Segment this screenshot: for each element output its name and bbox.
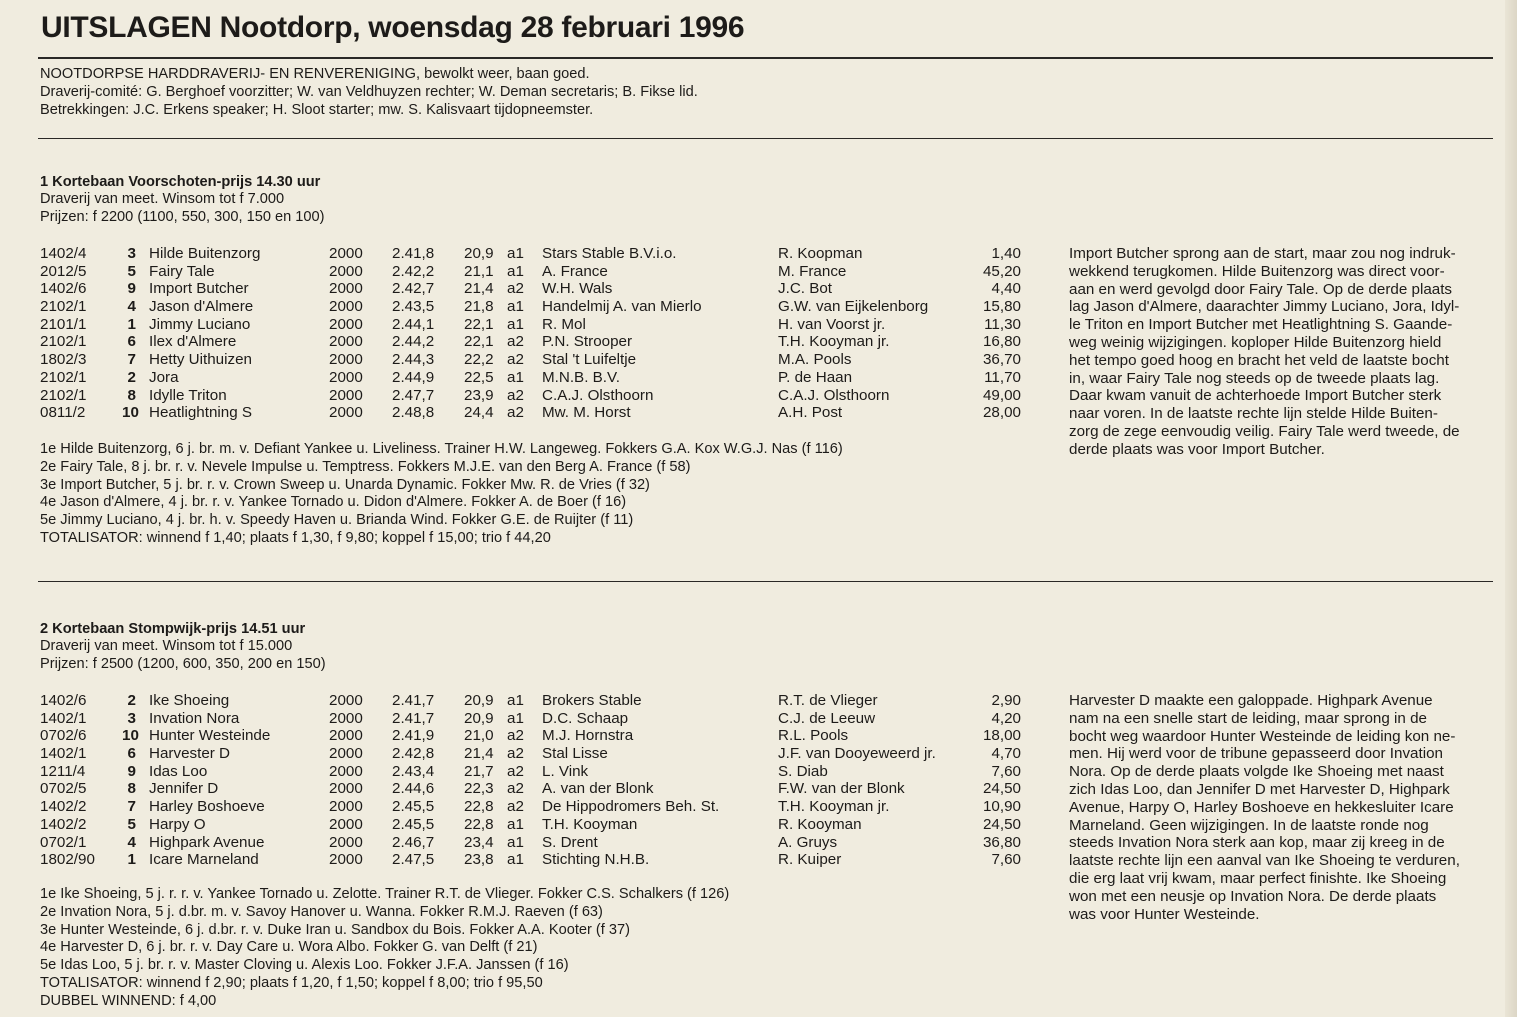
header-line-club: NOOTDORPSE HARDDRAVERIJ- EN RENVERENIGING, bewolkt weer, baan goed. <box>40 66 590 82</box>
category: a1 <box>507 833 524 851</box>
odds: 16,80 <box>982 333 1021 351</box>
placing-note: 2e Invation Nora, 5 j. d.br. m. v. Savoy Hanover u. Wanna. Fokker R.M.J. Raeven (f 63) <box>40 903 603 920</box>
result-row <box>40 798 1030 816</box>
start-number: 2 <box>127 692 136 709</box>
category: a1 <box>507 692 524 709</box>
owner: T.H. Kooyman <box>542 815 638 833</box>
finish-time: 2.42,7 <box>392 280 435 298</box>
horse-name: Idylle Triton <box>149 386 227 404</box>
commentary-line: nam na een snelle start de leiding, maar sprong in de <box>1069 709 1427 727</box>
finish-time: 2.42,2 <box>392 262 435 280</box>
km-time: 23,8 <box>464 851 494 869</box>
result-row <box>40 763 1030 781</box>
owner: Stal 't Luifeltje <box>542 351 637 369</box>
owner: Stars Stable B.V.i.o. <box>542 245 677 262</box>
commentary-line: zich Idas Loo, dan Jennifer D met Harvester D, Highpark <box>1069 780 1450 798</box>
horse-name: Idas Loo <box>149 762 208 780</box>
finish-time: 2.46,7 <box>392 833 435 851</box>
start-number: 3 <box>127 245 136 262</box>
start-number: 5 <box>127 262 136 280</box>
km-time: 21,4 <box>464 280 494 298</box>
start-code: 1402/1 <box>40 745 87 763</box>
odds: 7,60 <box>991 851 1021 869</box>
odds: 4,20 <box>991 709 1021 727</box>
odds: 15,80 <box>982 298 1021 316</box>
driver: R.T. de Vlieger <box>778 692 878 709</box>
driver: M. France <box>778 262 847 280</box>
start-number: 8 <box>127 386 136 404</box>
start-code: 0811/2 <box>40 404 86 422</box>
horse-name: Jimmy Luciano <box>149 315 251 333</box>
distance: 2000 <box>329 262 363 280</box>
km-time: 21,8 <box>464 298 494 316</box>
category: a1 <box>507 262 524 280</box>
distance: 2000 <box>329 298 363 316</box>
finish-time: 2.45,5 <box>392 815 435 833</box>
race-info <box>40 638 326 674</box>
km-time: 22,5 <box>464 368 494 386</box>
start-number: 7 <box>127 798 136 816</box>
start-code: 0702/5 <box>40 780 87 798</box>
result-row <box>40 404 1030 422</box>
commentary-line: wekkend terugkomen. Hilde Buitenzorg was direct voor- <box>1069 262 1445 280</box>
km-time: 21,4 <box>464 745 494 763</box>
title-rule <box>38 57 1493 59</box>
result-row <box>40 333 1030 351</box>
owner: Handelmij A. van Mierlo <box>542 298 702 316</box>
start-code: 1402/4 <box>40 245 87 262</box>
category: a2 <box>507 404 524 422</box>
placing-note: 4e Harvester D, 6 j. br. r. v. Day Care u. Wora Albo. Fokker G. van Delft (f 21) <box>40 939 538 956</box>
km-time: 20,9 <box>464 709 494 727</box>
distance: 2000 <box>329 368 363 386</box>
km-time: 21,7 <box>464 762 494 780</box>
odds: 4,70 <box>991 745 1021 763</box>
distance: 2000 <box>329 851 363 869</box>
horse-name: Heatlightning S <box>149 404 253 422</box>
distance: 2000 <box>329 709 363 727</box>
distance: 2000 <box>329 333 363 351</box>
result-row <box>40 263 1030 281</box>
horse-name: Import Butcher <box>149 280 249 298</box>
result-row <box>40 851 1030 869</box>
odds: 28,00 <box>982 404 1021 422</box>
commentary-line: le Triton en Import Butcher met Heatlightning S. Gaande- <box>1069 316 1453 334</box>
result-row <box>40 745 1030 763</box>
commentary-line: steeds Invation Nora sterk aan kop, maar zij kreeg in de <box>1069 834 1445 852</box>
category: a2 <box>507 386 524 404</box>
race-conditions: Draverij van meet. Winsom tot f 7.000 <box>40 191 285 207</box>
odds: 1,40 <box>991 245 1021 262</box>
race-divider <box>38 581 1493 582</box>
km-time: 22,2 <box>464 351 494 369</box>
placing-note: 1e Hilde Buitenzorg, 6 j. br. m. v. Defiant Yankee u. Liveliness. Trainer H.W. Langeweg. Fokkers G.A. Kox W.G.J. Nas (f 116) <box>40 441 843 457</box>
commentary-line: weg weinig wijzigingen. koploper Hilde Buitenzorg hield <box>1069 333 1442 351</box>
commentary-line: Daar kwam vanuit de achterhoede Import Butcher sterk <box>1069 387 1442 405</box>
commentary-line: Avenue, Harpy O, Harley Boshoeve en hekkesluiter Icare <box>1069 798 1454 816</box>
placing-note: 2e Fairy Tale, 8 j. br. r. v. Nevele Impulse u. Temptress. Fokkers M.J.E. van den Berg A. France (f 58) <box>40 458 691 475</box>
distance: 2000 <box>329 815 363 833</box>
finish-time: 2.41,8 <box>392 245 435 262</box>
result-row <box>40 834 1030 852</box>
horse-name: Invation Nora <box>149 709 240 727</box>
owner: S. Drent <box>542 833 598 851</box>
placing-note: 3e Import Butcher, 5 j. br. r. v. Crown Sweep u. Unarda Dynamic. Fokker Mw. R. de Vries (f 32) <box>40 476 650 493</box>
commentary-line: lag Jason d'Almere, daarachter Jimmy Luciano, Jora, Idyl- <box>1069 298 1460 316</box>
distance: 2000 <box>329 780 363 798</box>
odds: 45,20 <box>982 262 1021 280</box>
finish-time: 2.48,8 <box>392 404 435 422</box>
result-row <box>40 245 1030 263</box>
result-row <box>40 692 1030 710</box>
placing-note: 1e Ike Shoeing, 5 j. r. r. v. Yankee Tornado u. Zelotte. Trainer R.T. de Vlieger. Fokker C.S. Schalkers (f 126) <box>40 886 730 902</box>
odds: 18,00 <box>982 727 1021 745</box>
start-number: 10 <box>122 727 139 745</box>
start-code: 2102/1 <box>40 386 87 404</box>
owner: W.H. Wals <box>542 280 613 298</box>
driver: P. de Haan <box>778 368 853 386</box>
driver: H. van Voorst jr. <box>778 315 886 333</box>
race-prizes: Prijzen: f 2500 (1200, 600, 350, 200 en 150) <box>40 655 326 672</box>
start-code: 2102/1 <box>40 333 87 351</box>
finish-time: 2.44,9 <box>392 368 435 386</box>
driver: C.A.J. Olsthoorn <box>778 386 890 404</box>
start-code: 2102/1 <box>40 368 87 386</box>
distance: 2000 <box>329 727 363 745</box>
placing-note: DUBBEL WINNEND: f 4,00 <box>40 992 217 1009</box>
result-row <box>40 298 1030 316</box>
distance: 2000 <box>329 833 363 851</box>
category: a2 <box>507 780 524 798</box>
race-commentary <box>1069 245 1493 459</box>
km-time: 20,9 <box>464 245 494 262</box>
owner: De Hippodromers Beh. St. <box>542 798 720 816</box>
commentary-line: het tempo goed hoog en bracht het veld de laatste bocht <box>1069 351 1449 369</box>
start-number: 6 <box>127 333 136 351</box>
horse-name: Harpy O <box>149 815 206 833</box>
start-number: 6 <box>127 745 136 763</box>
finish-time: 2.44,1 <box>392 315 435 333</box>
owner: Mw. M. Horst <box>542 404 631 422</box>
commentary-line: men. Hij werd voor de tribune gepasseerd door Invation <box>1069 745 1443 763</box>
race-notes <box>40 886 729 1011</box>
result-row <box>40 316 1030 334</box>
category: a1 <box>507 851 524 869</box>
odds: 7,60 <box>991 762 1021 780</box>
header-line-committee: Draverij-comité: G. Berghoef voorzitter; W. van Veldhuyzen rechter; W. Deman secretaris; B. Fikse lid. <box>40 83 698 100</box>
commentary-line: bocht weg waardoor Hunter Westeinde de leiding kon ne- <box>1069 727 1456 745</box>
placing-note: TOTALISATOR: winnend f 2,90; plaats f 1,20, f 1,50; koppel f 8,00; trio f 95,50 <box>40 974 543 991</box>
horse-name: Ilex d'Almere <box>149 333 237 351</box>
start-code: 2012/5 <box>40 262 87 280</box>
start-number: 9 <box>127 762 136 780</box>
commentary-line: derde plaats was voor Import Butcher. <box>1069 440 1325 458</box>
category: a1 <box>507 709 524 727</box>
odds: 11,30 <box>984 315 1021 333</box>
km-time: 22,8 <box>464 798 494 816</box>
finish-time: 2.44,2 <box>392 333 435 351</box>
horse-name: Ike Shoeing <box>149 692 230 709</box>
finish-time: 2.43,4 <box>392 762 435 780</box>
km-time: 22,1 <box>464 315 494 333</box>
category: a1 <box>507 315 524 333</box>
category: a1 <box>507 298 524 316</box>
category: a2 <box>507 280 524 298</box>
km-time: 21,0 <box>464 727 494 745</box>
commentary-line: zorg de zege eenvoudig veilig. Fairy Tale werd tweede, de <box>1069 422 1460 440</box>
results-table <box>40 245 1030 422</box>
driver: M.A. Pools <box>778 351 852 369</box>
horse-name: Highpark Avenue <box>149 833 265 851</box>
result-row <box>40 369 1030 387</box>
commentary-line: naar voren. In de laatste rechte lijn stelde Hilde Buiten- <box>1069 405 1438 423</box>
commentary-line: Harvester D maakte een galoppade. Highpark Avenue <box>1069 692 1433 709</box>
start-code: 0702/1 <box>40 833 87 851</box>
owner: C.A.J. Olsthoorn <box>542 386 654 404</box>
owner: D.C. Schaap <box>542 709 629 727</box>
page-title: UITSLAGEN Nootdorp, woensdag 28 februari 1996 <box>41 11 745 44</box>
km-time: 20,9 <box>464 692 494 709</box>
start-code: 1211/4 <box>40 762 86 780</box>
driver: R. Kuiper <box>778 851 842 869</box>
start-code: 1402/1 <box>40 709 87 727</box>
result-row <box>40 710 1030 728</box>
commentary-line: Nora. Op de derde plaats volgde Ike Shoeing met naast <box>1069 763 1444 781</box>
driver: R. Kooyman <box>778 815 862 833</box>
category: a1 <box>507 815 524 833</box>
start-number: 10 <box>122 404 139 422</box>
category: a2 <box>507 333 524 351</box>
distance: 2000 <box>329 745 363 763</box>
horse-name: Fairy Tale <box>149 262 215 280</box>
horse-name: Harvester D <box>149 745 231 763</box>
horse-name: Icare Marneland <box>149 851 259 869</box>
race-info <box>40 191 325 227</box>
placing-note: TOTALISATOR: winnend f 1,40; plaats f 1,30, f 9,80; koppel f 15,00; trio f 44,20 <box>40 529 551 546</box>
start-code: 1802/90 <box>40 851 95 869</box>
race-title: 2 Kortebaan Stompwijk-prijs 14.51 uur <box>40 621 306 637</box>
odds: 10,90 <box>982 798 1021 816</box>
driver: F.W. van der Blonk <box>778 780 905 798</box>
race-title: 1 Kortebaan Voorschoten-prijs 14.30 uur <box>40 174 321 190</box>
odds: 49,00 <box>982 386 1021 404</box>
start-number: 1 <box>127 851 136 869</box>
odds: 36,80 <box>982 833 1021 851</box>
distance: 2000 <box>329 386 363 404</box>
driver: J.C. Bot <box>778 280 833 298</box>
owner: P.N. Strooper <box>542 333 633 351</box>
distance: 2000 <box>329 404 363 422</box>
odds: 24,50 <box>982 815 1021 833</box>
start-code: 1402/6 <box>40 280 87 298</box>
race-notes <box>40 441 843 548</box>
start-code: 0702/6 <box>40 727 87 745</box>
odds: 24,50 <box>982 780 1021 798</box>
owner: A. van der Blonk <box>542 780 654 798</box>
category: a1 <box>507 368 524 386</box>
start-code: 1402/2 <box>40 798 87 816</box>
odds: 11,70 <box>984 368 1021 386</box>
finish-time: 2.47,7 <box>392 386 435 404</box>
finish-time: 2.41,7 <box>392 709 435 727</box>
start-number: 5 <box>127 815 136 833</box>
horse-name: Hilde Buitenzorg <box>149 245 261 262</box>
finish-time: 2.42,8 <box>392 745 435 763</box>
owner: A. France <box>542 262 608 280</box>
results-table <box>40 692 1030 869</box>
result-row <box>40 387 1030 405</box>
driver: A. Gruys <box>778 833 838 851</box>
page-edge <box>1505 0 1517 1017</box>
finish-time: 2.47,5 <box>392 851 435 869</box>
start-number: 2 <box>127 368 136 386</box>
start-number: 7 <box>127 351 136 369</box>
category: a2 <box>507 351 524 369</box>
distance: 2000 <box>329 798 363 816</box>
driver: A.H. Post <box>778 404 843 422</box>
race-prizes: Prijzen: f 2200 (1100, 550, 300, 150 en 100) <box>40 208 325 225</box>
commentary-line: won met een neusje op Invation Nora. De derde plaats <box>1069 887 1437 905</box>
distance: 2000 <box>329 692 363 709</box>
driver: T.H. Kooyman jr. <box>778 798 890 816</box>
owner: Stal Lisse <box>542 745 608 763</box>
start-code: 2102/1 <box>40 298 87 316</box>
category: a2 <box>507 798 524 816</box>
horse-name: Hetty Uithuizen <box>149 351 252 369</box>
result-row <box>40 727 1030 745</box>
commentary-line: die erg laat vrij kwam, maar perfect finishte. Ike Shoeing <box>1069 869 1447 887</box>
driver: C.J. de Leeuw <box>778 709 876 727</box>
category: a2 <box>507 762 524 780</box>
race-conditions: Draverij van meet. Winsom tot f 15.000 <box>40 638 293 654</box>
odds: 2,90 <box>991 692 1021 709</box>
distance: 2000 <box>329 280 363 298</box>
commentary-line: laatste rechte lijn een aanval van Ike Shoeing te verduren, <box>1069 852 1460 870</box>
owner: M.N.B. B.V. <box>542 368 620 386</box>
category: a2 <box>507 727 524 745</box>
finish-time: 2.44,3 <box>392 351 435 369</box>
km-time: 21,1 <box>464 262 494 280</box>
commentary-line: in, waar Fairy Tale nog steeds op de tweede plaats lag. <box>1069 369 1440 387</box>
start-number: 4 <box>127 298 136 316</box>
distance: 2000 <box>329 315 363 333</box>
placing-note: 3e Hunter Westeinde, 6 j. d.br. r. v. Duke Iran u. Sandbox du Bois. Fokker A.A. Kooter (f 37) <box>40 921 630 938</box>
distance: 2000 <box>329 245 363 262</box>
commentary-line: was voor Hunter Westeinde. <box>1069 905 1260 923</box>
start-number: 3 <box>127 709 136 727</box>
meeting-header <box>40 66 698 119</box>
owner: M.J. Hornstra <box>542 727 634 745</box>
start-number: 4 <box>127 833 136 851</box>
horse-name: Hunter Westeinde <box>149 727 271 745</box>
driver: T.H. Kooyman jr. <box>778 333 890 351</box>
horse-name: Jason d'Almere <box>149 298 254 316</box>
owner: Brokers Stable <box>542 692 642 709</box>
commentary-line: Marneland. Geen wijzigingen. In de laatste ronde nog <box>1069 816 1429 834</box>
driver: S. Diab <box>778 762 828 780</box>
category: a1 <box>507 245 524 262</box>
result-row <box>40 780 1030 798</box>
horse-name: Harley Boshoeve <box>149 798 265 816</box>
finish-time: 2.41,7 <box>392 692 435 709</box>
start-code: 2101/1 <box>40 315 87 333</box>
start-number: 8 <box>127 780 136 798</box>
finish-time: 2.45,5 <box>392 798 435 816</box>
finish-time: 2.41,9 <box>392 727 435 745</box>
finish-time: 2.43,5 <box>392 298 435 316</box>
start-code: 1402/2 <box>40 815 87 833</box>
owner: L. Vink <box>542 762 589 780</box>
finish-time: 2.44,6 <box>392 780 435 798</box>
km-time: 22,1 <box>464 333 494 351</box>
distance: 2000 <box>329 351 363 369</box>
result-row <box>40 351 1030 369</box>
start-code: 1402/6 <box>40 692 87 709</box>
km-time: 23,4 <box>464 833 494 851</box>
commentary-line: aan en werd gevolgd door Fairy Tale. Op de derde plaats <box>1069 280 1453 298</box>
driver: J.F. van Dooyeweerd jr. <box>778 745 936 763</box>
placing-note: 4e Jason d'Almere, 4 j. br. r. v. Yankee Tornado u. Didon d'Almere. Fokker A. de Boer (f 16) <box>40 494 627 511</box>
header-line-officials: Betrekkingen: J.C. Erkens speaker; H. Sloot starter; mw. S. Kalisvaart tijdopneemster. <box>40 101 594 118</box>
start-number: 1 <box>127 315 136 333</box>
header-rule <box>38 138 1493 139</box>
owner: Stichting N.H.B. <box>542 851 650 869</box>
km-time: 22,3 <box>464 780 494 798</box>
result-row <box>40 816 1030 834</box>
placing-note: 5e Jimmy Luciano, 4 j. br. h. v. Speedy Haven u. Brianda Wind. Fokker G.E. de Ruijter (f 11) <box>40 512 634 529</box>
race-commentary <box>1069 692 1493 923</box>
distance: 2000 <box>329 762 363 780</box>
km-time: 22,8 <box>464 815 494 833</box>
result-row <box>40 280 1030 298</box>
commentary-line: Import Butcher sprong aan de start, maar zou nog indruk- <box>1069 245 1456 262</box>
horse-name: Jora <box>149 368 179 386</box>
driver: R.L. Pools <box>778 727 849 745</box>
placing-note: 5e Idas Loo, 5 j. br. r. v. Master Cloving u. Alexis Loo. Fokker J.F.A. Janssen (f 16) <box>40 957 569 974</box>
start-number: 9 <box>127 280 136 298</box>
horse-name: Jennifer D <box>149 780 219 798</box>
driver: G.W. van Eijkelenborg <box>778 298 929 316</box>
km-time: 24,4 <box>464 404 494 422</box>
category: a2 <box>507 745 524 763</box>
owner: R. Mol <box>542 315 586 333</box>
odds: 36,70 <box>982 351 1021 369</box>
odds: 4,40 <box>991 280 1021 298</box>
km-time: 23,9 <box>464 386 494 404</box>
start-code: 1802/3 <box>40 351 87 369</box>
driver: R. Koopman <box>778 245 863 262</box>
